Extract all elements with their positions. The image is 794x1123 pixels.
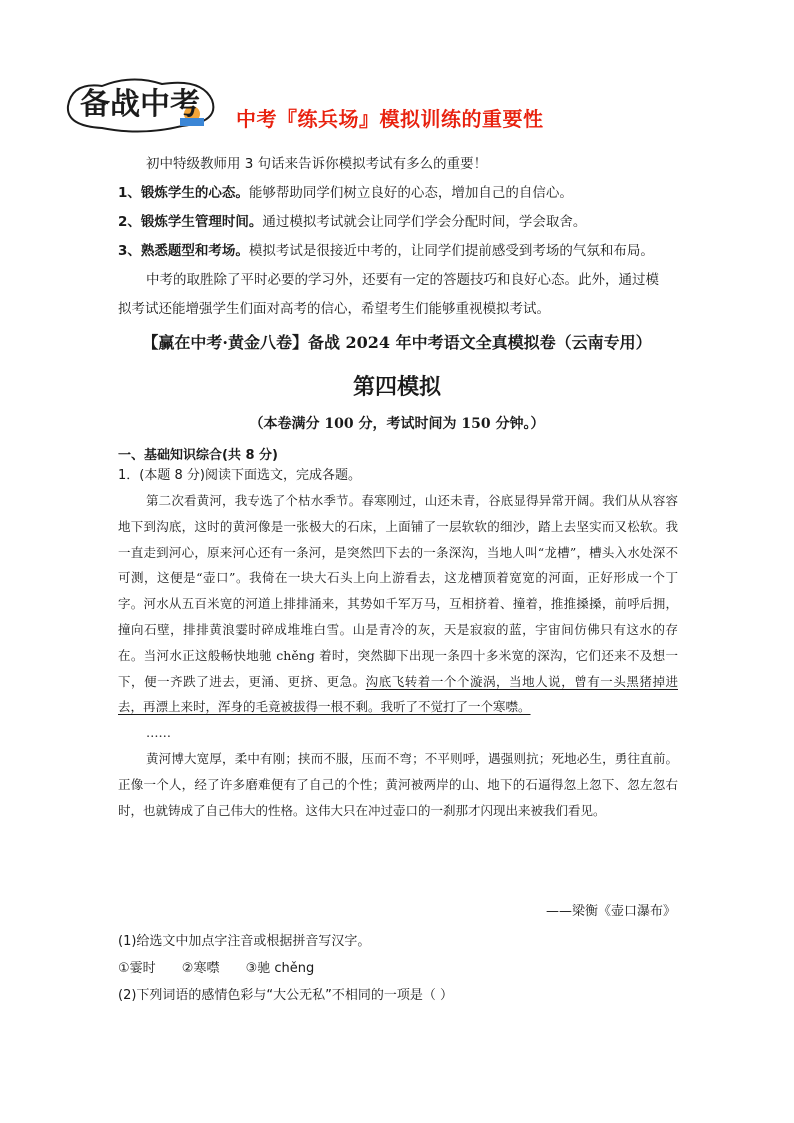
exam-note: （本卷满分 100 分，考试时间为 150 分钟。）: [249, 416, 545, 432]
intro-block: [118, 150, 688, 324]
intro-closing: 中考的取胜除了平时必要的学习外，还要有一定的答题技巧和良好心态。此外，通过模: [146, 272, 659, 288]
intro-point-head: 2、锻炼学生管理时间。: [118, 214, 263, 230]
option-item: ②寒噤: [181, 961, 220, 976]
logo: [62, 70, 222, 138]
option-item: ①霎时: [118, 961, 156, 976]
option-item: ③驰 chěng: [245, 961, 315, 976]
exam-subtitle: 第四模拟: [352, 375, 441, 400]
intro-point-head: 3、熟悉题型和考场。: [118, 243, 249, 259]
exam-title: 【赢在中考·黄金八卷】备战 2024 年中考语文全真模拟卷（云南专用）: [142, 333, 652, 352]
intro-point-body: 模拟考试是很接近中考的，让同学们提前感受到考场的气氛和布局。: [248, 243, 654, 259]
subquestion-2: (2)下列词语的感情色彩与“大公无私”不相同的一项是（ ）: [118, 988, 454, 1003]
intro-point-body: 通过模拟考试就会让同学们学会分配时间，学会取舍。: [262, 214, 587, 230]
intro-closing: 拟考试还能增强学生们面对高考的信心，希望考生们能够重视模拟考试。: [118, 301, 550, 317]
passage-underlined-text: 沟底飞转着一个个漩涡，当地人说，曾有一头黑猪掉进去，再漂上来时，浑身的毛竟被拔得一根不剩。我听了不觉打了一个寒噤。: [118, 673, 678, 715]
logo-text: 备战中考: [80, 87, 200, 122]
logo-badge-icon: [62, 70, 222, 138]
subquestion-1-options: [118, 957, 336, 976]
passage-paragraph: [118, 488, 678, 720]
passage-paragraph: 黄河博大宽厚，柔中有刚；挟而不服，压而不弯；不平则呼，遇强则抗；死地必生，勇往直前。正像一个人，经了许多磨难便有了自己的个性；黄河被两岸的山、地下的石逼得忽上忽下、忽左忽右时，也就铸成了自己伟大的性格。这伟大只在冲过壶口的一刹那才闪现出来被我们看见。: [118, 750, 678, 818]
section-heading: 一、基础知识综合(共 8 分): [118, 448, 278, 463]
passage-text: 第二次看黄河，我专选了个枯水季节。春寒刚过，山还未青，谷底显得异常开阔。我们从从容容地下到沟底，这时的黄河像是一张极大的石床，上面铺了一层软软的细沙，踏上去坚实而又松软。我一直走到河心，原来河心还有一条河，是突然凹下去的一条深沟，当地人叫“龙槽”，槽头入水处深不可测，这便是“壶口”。我倚在一块大石头上向上游看去，这龙槽顶着宽宽的河面，正好形成一个丁字。河水从五百米宽的河道上排排涌来，其势如千军万马，互相挤着、撞着，推推搡搡，前呼后拥，撞向石壁，排排黄浪霎时碎成堆堆白雪。山是青冷的灰，天是寂寂的蓝，宇宙间仿佛只有这水的存在。当河水正这般畅快地驰 chěng 着时，突然脚下出现一条四十多米宽的深沟，它们还来不及想一下，便一齐跌了进去，更涌、更挤、更急。: [118, 493, 678, 689]
subquestion-1: (1)给选文中加点字注音或根据拼音写汉字。: [118, 934, 371, 949]
passage-ellipsis: ……: [146, 725, 171, 741]
intro-point: [118, 237, 688, 266]
reading-passage: [118, 488, 678, 823]
passage-source: ——梁衡《壶口瀑布》: [545, 904, 676, 919]
question-1: 1．(本题 8 分)阅读下面选文，完成各题。: [118, 468, 361, 483]
intro-point: [118, 179, 688, 208]
intro-point-head: 1、锻炼学生的心态。: [118, 185, 249, 201]
header-title: 中考『练兵场』模拟训练的重要性: [236, 107, 544, 131]
intro-lead: 初中特级教师用 3 句话来告诉你模拟考试有多么的重要！: [146, 156, 488, 172]
intro-point: [118, 208, 688, 237]
intro-point-body: 能够帮助同学们树立良好的心态，增加自己的自信心。: [248, 185, 573, 201]
